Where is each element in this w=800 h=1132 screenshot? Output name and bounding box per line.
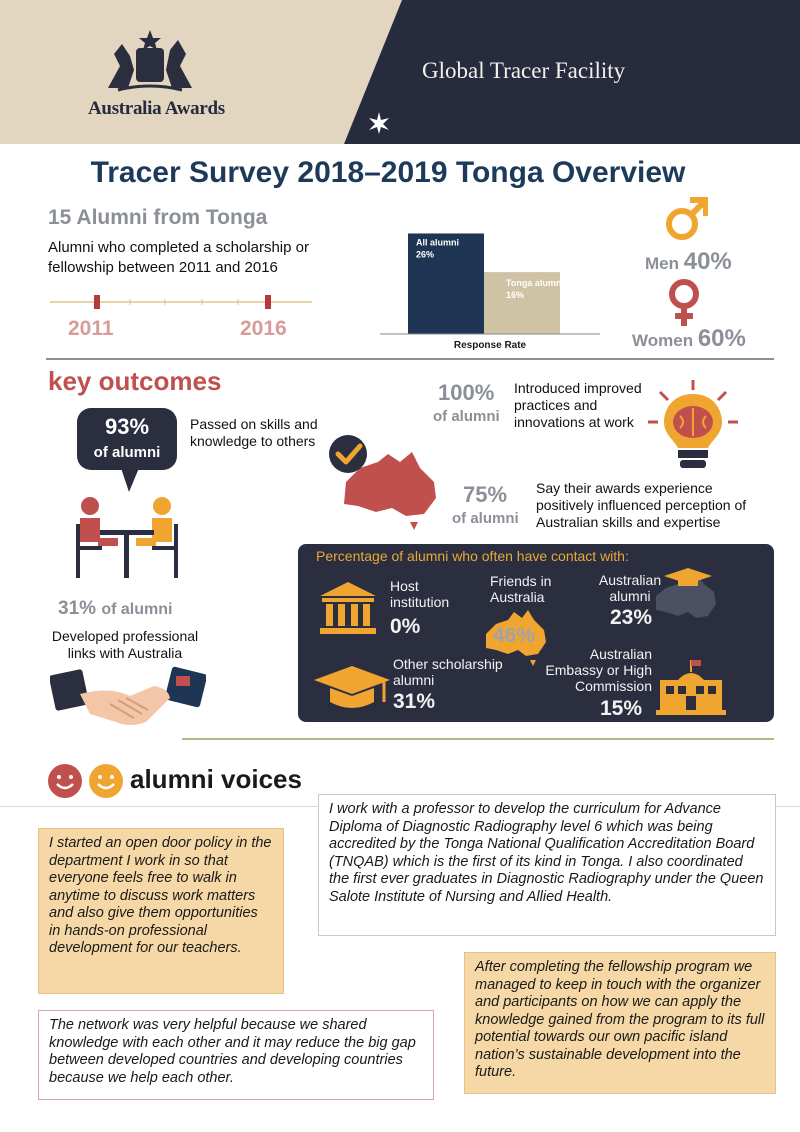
perception-pct: 75%: [463, 482, 508, 507]
perception-pct-sub: of alumni: [452, 510, 519, 527]
practices-pct: 100%: [438, 380, 495, 405]
men-label: Men: [645, 254, 679, 273]
chart-x-label: Response Rate: [453, 340, 527, 351]
quote-open-door: I started an open door policy in the department I work in so that everyone feels free to walk in anytime to discuss work matters and also give them opportunities in hands-on professional development for our teachers.: [38, 828, 284, 994]
institution-building-icon: [318, 580, 378, 636]
graduation-cap-icon: [312, 664, 392, 714]
embassy-label: Australian Embassy or High Commission: [545, 646, 652, 694]
timeline-marker-2011: [94, 295, 100, 309]
other-scholarship-label: Other scholarship alumni: [393, 656, 503, 688]
key-outcomes-title: key outcomes: [48, 366, 222, 396]
alumni-voices-title: alumni voices: [130, 764, 302, 794]
friends-in-australia-pct: 46%: [493, 624, 536, 647]
page-title: Tracer Survey 2018–2019 Tonga Overview: [90, 156, 686, 189]
lightbulb-brain-icon: [646, 378, 740, 474]
links-text: Developed professional links with Australia: [51, 628, 199, 661]
contact-panel-title: Percentage of alumni who often have contact with:: [316, 548, 629, 564]
practices-pct-sub: of alumni: [433, 408, 500, 425]
other-scholarship-pct: 31%: [393, 690, 436, 713]
links-pct: 31%: [58, 598, 97, 619]
female-symbol-icon: [664, 278, 704, 328]
skills-text: Passed on skills and knowledge to others: [190, 416, 318, 449]
year-timeline: [50, 290, 312, 314]
skills-pct: 93%: [104, 414, 150, 439]
bar-value-tonga-alumni: 16%: [506, 290, 525, 301]
coat-of-arms-logo: [100, 26, 200, 96]
timeline-marker-2016: [265, 295, 271, 309]
bar-label-tonga-alumni: Tonga alumni: [506, 278, 564, 289]
skills-pct-sub: of alumni: [93, 444, 161, 461]
australia-map-check-icon: [326, 432, 446, 532]
alumni-description: Alumni who completed a scholarship or fellowship between 2011 and 2016: [48, 239, 309, 276]
alumni-count: 15 Alumni from Tonga: [48, 206, 268, 229]
male-symbol-icon: [664, 196, 708, 242]
australian-alumni-label: Australian alumni: [598, 572, 662, 604]
women-stat: [632, 325, 746, 353]
men-pct: 40%: [683, 248, 732, 275]
perception-text: Say their awards experience positively influenced perception of Australian skills and expertise: [536, 480, 747, 530]
global-tracer-facility-title: Global Tracer Facility: [422, 58, 626, 83]
section-divider: [182, 738, 774, 740]
practices-text: Introduced improved practices and innovations at work: [514, 380, 642, 430]
women-pct: 60%: [697, 325, 746, 352]
links-pct-sub: of alumni: [101, 601, 173, 618]
year-end-label: 2016: [240, 317, 287, 340]
links-stat: [58, 598, 172, 620]
quote-network: The network was very helpful because we shared knowledge with each other and it may reduce the big gap between developed countries and developing countries because we help each other.: [38, 1010, 434, 1100]
australia-graduation-cap-icon: [650, 566, 720, 622]
bar-value-all-alumni: 26%: [416, 249, 435, 260]
smiley-faces-icon: [46, 762, 126, 800]
women-label: Women: [632, 331, 694, 350]
people-at-table-icon: [72, 494, 182, 580]
host-institution-pct: 0%: [390, 615, 421, 638]
men-stat: [645, 248, 732, 276]
handshake-icon: [50, 664, 206, 732]
australian-alumni-pct: 23%: [610, 606, 653, 629]
star-icon: [368, 112, 390, 134]
embassy-building-icon: [656, 660, 726, 716]
year-start-label: 2011: [68, 317, 114, 340]
host-institution-label: Host institution: [390, 578, 450, 610]
australia-awards-brand: Australia Awards: [88, 98, 225, 119]
embassy-pct: 15%: [600, 697, 643, 720]
quote-fellowship: After completing the fellowship program we managed to keep in touch with the organizer and participants on how we can apply the knowledge gained from the program to its full potential towards our own pacific island nation’s sustainable development into the future.: [464, 952, 776, 1094]
quote-curriculum: I work with a professor to develop the curriculum for Advance Diploma of Diagnostic Radiography level 6 which was being accredited by the Tonga National Qualification Accreditation Board (TNQAB) which is the first of its kind in Tonga. I also coordinated the first ever graduates in Diagnostic Radiography under the Queen Salote Institute of Nursing and Allied Health.: [318, 794, 776, 936]
response-rate-chart: [380, 218, 600, 354]
section-divider: [46, 358, 774, 360]
friends-in-australia-label: Friends in Australia: [490, 573, 552, 605]
bar-label-all-alumni: All alumni: [416, 237, 460, 248]
